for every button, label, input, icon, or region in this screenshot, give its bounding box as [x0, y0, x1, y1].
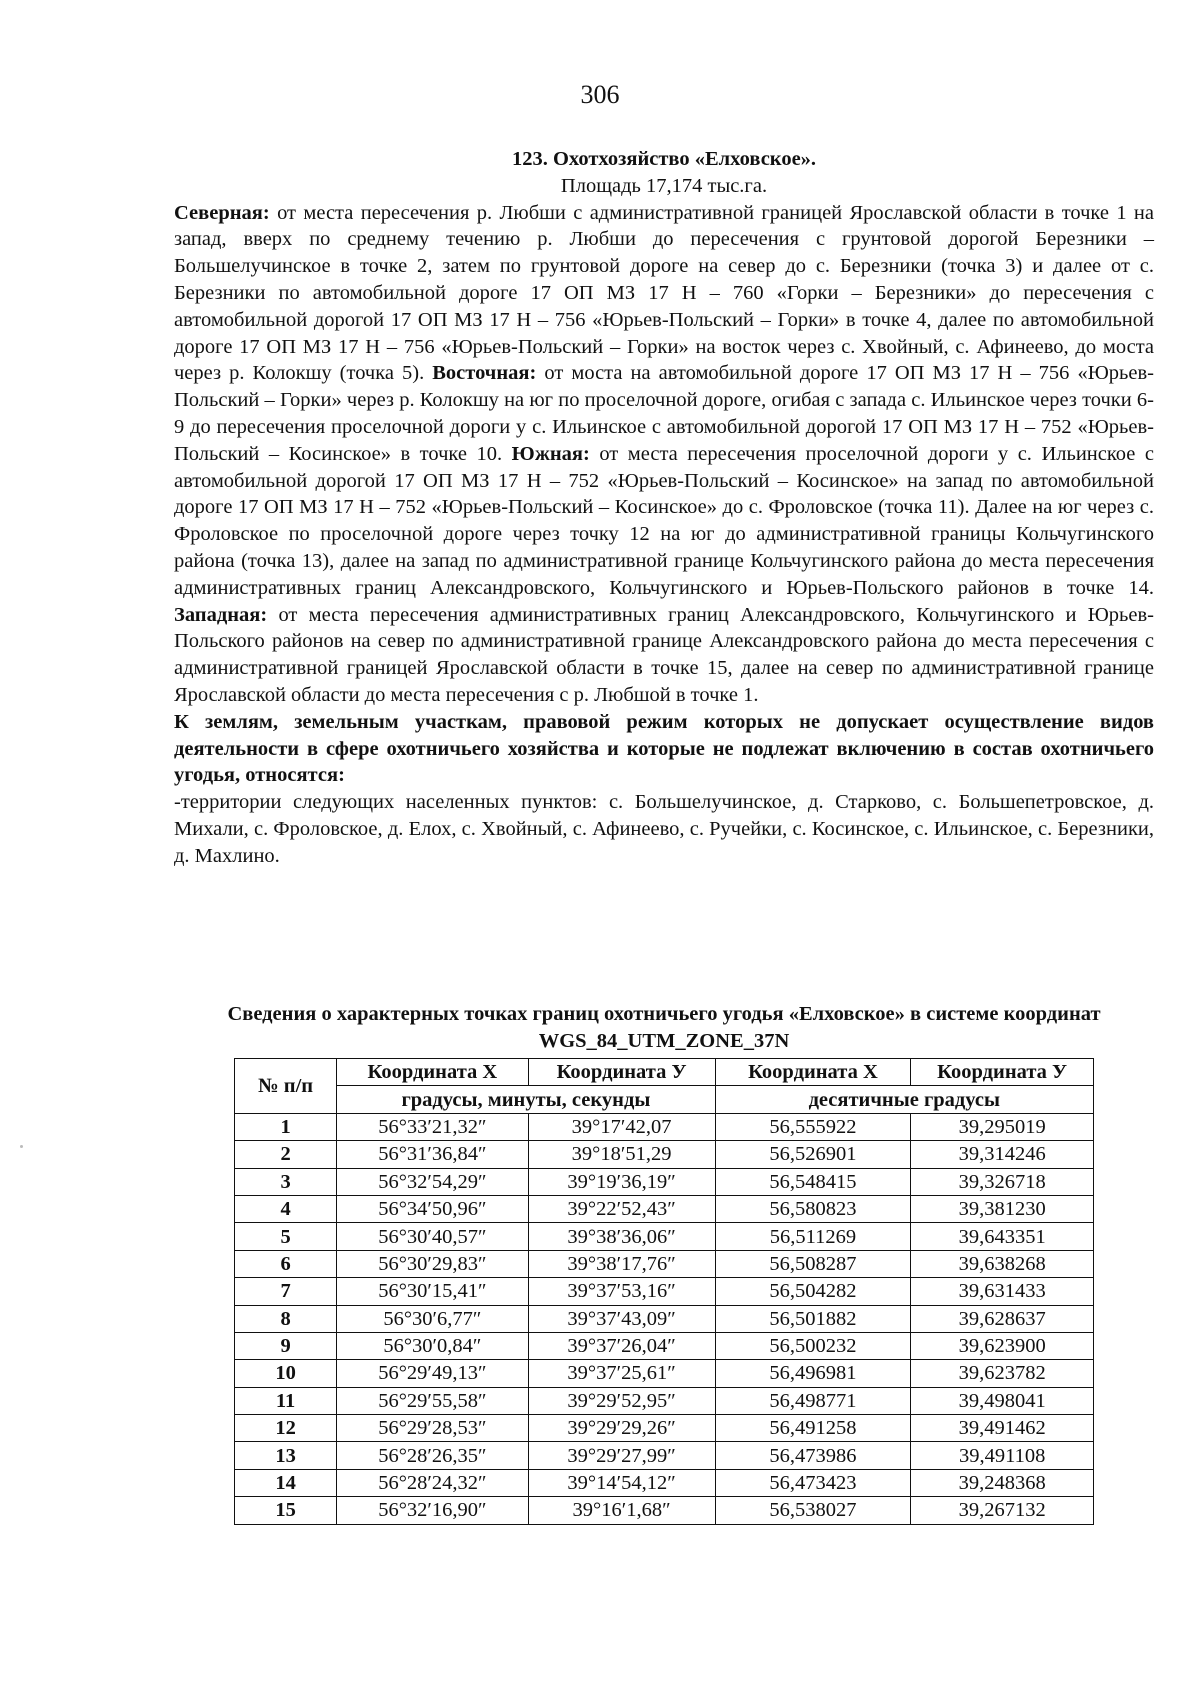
coord-x-dms: 56°30′6,77″ [337, 1305, 528, 1332]
table-row [235, 1278, 1094, 1305]
point-number: 13 [235, 1442, 337, 1469]
coord-x-dms: 56°29′28,53″ [337, 1415, 528, 1442]
coord-y-dms: 39°37′43,09″ [528, 1305, 715, 1332]
coord-y-decimal: 39,295019 [911, 1113, 1094, 1140]
coord-x-dms: 56°30′0,84″ [337, 1332, 528, 1359]
point-number: 11 [235, 1387, 337, 1414]
text-block [174, 146, 1154, 870]
point-number: 5 [235, 1223, 337, 1250]
coord-y-dms: 39°17′42,07 [528, 1113, 715, 1140]
table-row [235, 1332, 1094, 1359]
coord-x-decimal: 56,548415 [715, 1168, 911, 1195]
coord-x-decimal: 56,538027 [715, 1497, 911, 1524]
coord-y-decimal: 39,643351 [911, 1223, 1094, 1250]
north-text: от места пересечения р. Любши с административной границей Ярославской области в точке 1 на запад, вверх по среднему течению р. Любши до пересечения с грунтовой дорогой Березники – Большелучинское в точке 2, затем по грунтовой дороге на север до с. Березники (точка 3) и далее от с. Березники по автомобильной дороге 17 ОП МЗ 17 Н – 760 «Горки – Березники» до пересечения с автомобильной дорогой 17 ОП МЗ 17 Н – 756 «Юрьев-Польский – Горки» в точке 4, далее по автомобильной дороге 17 ОП МЗ 17 Н – 756 «Юрьев-Польский – Горки» на восток через с. Хвойный, с. Афинеево, до моста через р. Колокшу (точка 5). [174, 201, 1154, 385]
page-number: 306 [580, 80, 620, 109]
coord-y-dms: 39°29′52,95″ [528, 1387, 715, 1414]
coord-y-decimal: 39,623782 [911, 1360, 1094, 1387]
coord-y-decimal: 39,638268 [911, 1250, 1094, 1277]
point-number: 8 [235, 1305, 337, 1332]
coord-x-dms: 56°32′16,90″ [337, 1497, 528, 1524]
coord-y-dms: 39°19′36,19″ [528, 1168, 715, 1195]
point-number: 4 [235, 1195, 337, 1222]
east-text: от моста на автомобильной дороге 17 ОП МЗ 17 Н – 756 «Юрьев-Польский – Горки» через р. Колокшу на юг по проселочной дороге, огибая с запада с. Ильинское через точки 6-9 до пересечения проселочной дороги у с. Ильинское с автомобильной дорогой 17 ОП МЗ 17 Н – 752 «Юрьев-Польский – Косинское» в точке 10. [174, 362, 1154, 465]
table-row [235, 1223, 1094, 1250]
col-header-num: № п/п [235, 1059, 337, 1114]
point-number: 9 [235, 1332, 337, 1359]
table-row [235, 1360, 1094, 1387]
coord-y-dms: 39°22′52,43″ [528, 1195, 715, 1222]
table-header-row [235, 1059, 1094, 1086]
coord-y-dms: 39°37′26,04″ [528, 1332, 715, 1359]
col-header-x-dec: Координата X [715, 1059, 911, 1086]
coord-y-decimal: 39,631433 [911, 1278, 1094, 1305]
point-number: 3 [235, 1168, 337, 1195]
coord-x-decimal: 56,511269 [715, 1223, 911, 1250]
west-text: от места пересечения административных границ Александровского, Кольчугинского и Юрьев-Польского районов на север по административной границе Александровского района до места пересечения с административной границей Ярославской области в точке 15, далее на север по административной границе Ярославской области до места пересечения с р. Любшой в точке 1. [174, 603, 1154, 706]
coord-y-dms: 39°38′17,76″ [528, 1250, 715, 1277]
point-number: 15 [235, 1497, 337, 1524]
south-label: Южная: [511, 442, 590, 465]
coord-y-decimal: 39,381230 [911, 1195, 1094, 1222]
scan-speck [20, 1145, 23, 1148]
table-row [235, 1415, 1094, 1442]
section-heading: 123. Охотхозяйство «Елховское». [511, 148, 817, 170]
table-row [235, 1442, 1094, 1469]
col-header-x-dms: Координата X [337, 1059, 528, 1086]
point-number: 7 [235, 1278, 337, 1305]
coord-x-decimal: 56,580823 [715, 1195, 911, 1222]
coord-y-decimal: 39,491108 [911, 1442, 1094, 1469]
south-text: от места пересечения проселочной дороги у с. Ильинское с автомобильной дорогой 17 ОП МЗ 17 Н – 752 «Юрьев-Польский – Косинское» на запад по автомобильной дороге 17 ОП МЗ 17 Н – 752 «Юрьев-Польский – Косинское» до с. Фроловское (точка 11). Далее на юг через с. Фроловское по проселочной дороге через точку 12 на юг до административной границы Кольчугинского района (точка 13), далее на запад по административной границе Кольчугинского района до места пересечения административных границ Александровского, Кольчугинского и Юрьев-Польского районов в точке 14. [174, 442, 1154, 599]
col-header-y-dms: Координата У [528, 1059, 715, 1086]
coord-y-dms: 39°29′29,26″ [528, 1415, 715, 1442]
coord-x-dms: 56°30′40,57″ [337, 1223, 528, 1250]
coord-y-decimal: 39,248368 [911, 1469, 1094, 1496]
table-row [235, 1497, 1094, 1524]
coord-x-decimal: 56,504282 [715, 1278, 911, 1305]
coordinates-table [234, 1058, 1094, 1525]
point-number: 6 [235, 1250, 337, 1277]
restricted-heading: К землям, земельным участкам, правовой режим которых не допускает осуществление видов деятельности в сфере охотничьего хозяйства и которые не подлежат включению в состав охотничьего угодья, относятся: [174, 710, 1154, 787]
north-label: Северная: [174, 201, 270, 224]
point-number: 10 [235, 1360, 337, 1387]
coord-x-dms: 56°30′15,41″ [337, 1278, 528, 1305]
boundary-description [174, 200, 1154, 709]
coordinates-table-body [235, 1113, 1094, 1524]
point-number: 14 [235, 1469, 337, 1496]
coord-x-decimal: 56,491258 [715, 1415, 911, 1442]
table-row [235, 1250, 1094, 1277]
table-subheader-row [235, 1086, 1094, 1113]
coord-y-dms: 39°38′36,06″ [528, 1223, 715, 1250]
point-number: 12 [235, 1415, 337, 1442]
coord-x-decimal: 56,508287 [715, 1250, 911, 1277]
coord-y-dms: 39°37′53,16″ [528, 1278, 715, 1305]
coord-x-dms: 56°31′36,84″ [337, 1141, 528, 1168]
west-label: Западная: [174, 603, 268, 626]
coord-x-dms: 56°28′26,35″ [337, 1442, 528, 1469]
coord-x-dms: 56°30′29,83″ [337, 1250, 528, 1277]
coord-y-decimal: 39,314246 [911, 1141, 1094, 1168]
coord-y-decimal: 39,326718 [911, 1168, 1094, 1195]
coord-y-decimal: 39,628637 [911, 1305, 1094, 1332]
coord-x-dms: 56°28′24,32″ [337, 1469, 528, 1496]
point-number: 1 [235, 1113, 337, 1140]
coord-y-dms: 39°29′27,99″ [528, 1442, 715, 1469]
point-number: 2 [235, 1141, 337, 1168]
coord-y-decimal: 39,623900 [911, 1332, 1094, 1359]
coord-x-decimal: 56,526901 [715, 1141, 911, 1168]
coord-x-dms: 56°33′21,32″ [337, 1113, 528, 1140]
area-line: Площадь 17,174 тыс.га. [560, 174, 768, 197]
coord-y-dms: 39°18′51,29 [528, 1141, 715, 1168]
col-header-y-dec: Координата У [911, 1059, 1094, 1086]
subheader-dms: градусы, минуты, секунды [337, 1086, 715, 1113]
coord-y-decimal: 39,491462 [911, 1415, 1094, 1442]
coord-x-dms: 56°34′50,96″ [337, 1195, 528, 1222]
coord-x-decimal: 56,500232 [715, 1332, 911, 1359]
coord-x-dms: 56°32′54,29″ [337, 1168, 528, 1195]
east-label: Восточная: [432, 362, 537, 385]
restricted-text: -территории следующих населенных пунктов: с. Большелучинское, д. Старково, с. Большепетровское, д. Михали, с. Фроловское, д. Елох, с. Хвойный, с. Афинеево, с. Ручейки, с. Косинское, с. Ильинское, с. Березники, д. Махлино. [174, 791, 1154, 867]
coord-x-decimal: 56,498771 [715, 1387, 911, 1414]
coord-x-dms: 56°29′55,58″ [337, 1387, 528, 1414]
coord-x-decimal: 56,501882 [715, 1305, 911, 1332]
coord-x-decimal: 56,473423 [715, 1469, 911, 1496]
coord-x-decimal: 56,473986 [715, 1442, 911, 1469]
coord-y-decimal: 39,498041 [911, 1387, 1094, 1414]
coord-y-dms: 39°37′25,61″ [528, 1360, 715, 1387]
coord-y-dms: 39°16′1,68″ [528, 1497, 715, 1524]
table-row [235, 1113, 1094, 1140]
table-row [235, 1469, 1094, 1496]
table-caption: Сведения о характерных точках границ охотничьего угодья «Елховское» в системе координат WGS_84_UTM_ZONE_37N [227, 1003, 1101, 1052]
table-row [235, 1168, 1094, 1195]
coord-x-dms: 56°29′49,13″ [337, 1360, 528, 1387]
coord-x-decimal: 56,496981 [715, 1360, 911, 1387]
subheader-decimal: десятичные градусы [715, 1086, 1093, 1113]
table-row [235, 1305, 1094, 1332]
coord-y-dms: 39°14′54,12″ [528, 1469, 715, 1496]
coord-y-decimal: 39,267132 [911, 1497, 1094, 1524]
table-row [235, 1141, 1094, 1168]
coord-x-decimal: 56,555922 [715, 1113, 911, 1140]
table-row [235, 1195, 1094, 1222]
table-row [235, 1387, 1094, 1414]
